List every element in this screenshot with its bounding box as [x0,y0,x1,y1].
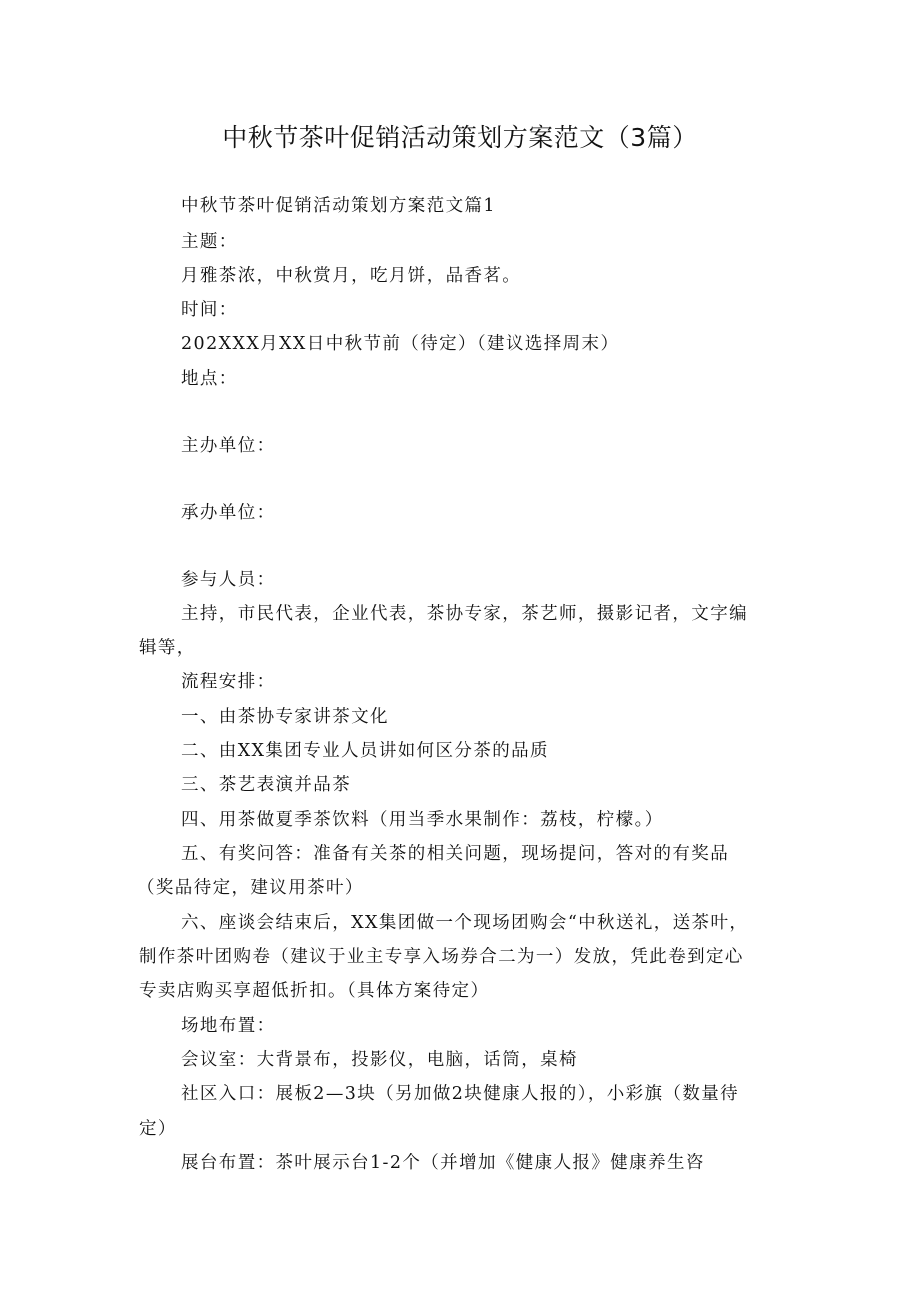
paragraph-line: 五、有奖问答：准备有关茶的相关问题，现场提问，答对的有奖品 [181,844,730,864]
paragraph-line: 辑等， [139,638,196,658]
paragraph-line: 地点： [181,369,238,389]
paragraph-line: 202XXX月XX日中秋节前（待定）（建议选择周末） [181,334,620,354]
paragraph-line: 会议室：大背景布，投影仪，电脑，话筒，桌椅 [181,1050,578,1070]
paragraph-line: 展台布置：茶叶展示台1-2个（并增加《健康人报》健康养生咨 [181,1153,705,1173]
page-title: 中秋节茶叶促销活动策划方案范文（3篇） [222,123,698,152]
paragraph-line: 时间： [181,300,238,320]
paragraph-line: 六、座谈会结束后，XX集团做一个现场团购会“中秋送礼，送茶叶， [181,913,749,933]
section-heading: 中秋节茶叶促销活动策划方案范文篇1 [181,196,496,216]
paragraph-line: 承办单位： [181,503,276,523]
paragraph-line: 主办单位： [181,436,276,456]
paragraph-line: 三、茶艺表演并品茶 [181,775,352,795]
paragraph-line: 制作茶叶团购卷（建议于业主专享入场券合二为一）发放，凭此卷到定心 [139,947,744,967]
paragraph-line: 一、由茶协专家讲茶文化 [181,707,389,727]
paragraph-line: （奖品待定，建议用茶叶） [137,878,364,898]
paragraph-line: 四、用茶做夏季茶饮料（用当季水果制作：荔枝，柠檬。） [181,810,664,830]
paragraph-line: 流程安排： [181,672,276,692]
paragraph-line: 主题： [181,232,238,252]
paragraph-line: 定） [139,1119,177,1139]
paragraph-line: 主持，市民代表，企业代表，茶协专家，茶艺师，摄影记者，文字编 [181,604,748,624]
paragraph-line: 二、由XX集团专业人员讲如何区分茶的品质 [181,741,549,761]
paragraph-line: 月雅茶浓，中秋赏月，吃月饼，品香茗。 [181,266,522,286]
paragraph-line: 社区入口：展板2—3块（另加做2块健康人报的），小彩旗（数量待 [181,1084,740,1104]
paragraph-line: 专卖店购买享超低折扣。（具体方案待定） [139,981,490,1001]
paragraph-line: 场地布置： [181,1016,276,1036]
paragraph-line: 参与人员： [181,570,276,590]
